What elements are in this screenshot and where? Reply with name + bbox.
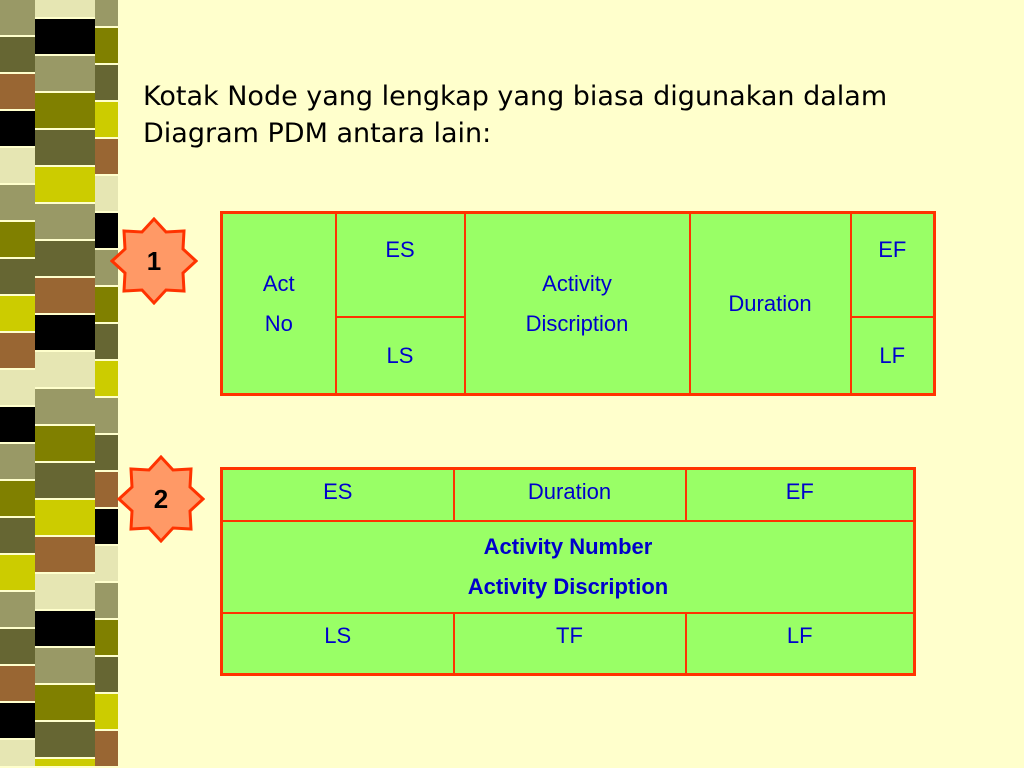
decorative-stripe-bar bbox=[0, 0, 120, 768]
node1-activity-line-1: Activity bbox=[542, 270, 612, 296]
node1-es-cell: ES bbox=[336, 213, 465, 318]
node1-duration-cell: Duration bbox=[690, 213, 851, 395]
node2-es-cell: ES bbox=[222, 469, 454, 522]
node-box-1 bbox=[220, 211, 936, 396]
badge-2-label: 2 bbox=[153, 483, 169, 514]
node1-act-label: Act bbox=[262, 270, 295, 296]
node2-tf-cell: TF bbox=[454, 613, 686, 675]
node2-ls-cell: LS bbox=[222, 613, 454, 675]
node1-activity-line-2: Discription bbox=[525, 310, 629, 336]
node2-duration-cell: Duration bbox=[454, 469, 686, 522]
node1-lf-cell: LF bbox=[851, 317, 935, 394]
node2-activity-cell bbox=[222, 521, 915, 612]
node2-ef-cell: EF bbox=[686, 469, 915, 522]
title-line-2: Diagram PDM antara lain: bbox=[143, 118, 492, 149]
title-line-1: Kotak Node yang lengkap yang biasa digunakan dalam bbox=[143, 81, 888, 112]
node-box-2 bbox=[220, 467, 916, 676]
node2-activity-number: Activity Number bbox=[483, 533, 653, 559]
node1-act-no-cell bbox=[222, 213, 336, 395]
badge-2-star bbox=[117, 455, 205, 543]
node1-ef-cell: EF bbox=[851, 213, 935, 318]
node1-activity-cell bbox=[465, 213, 690, 395]
node2-activity-discription: Activity Discription bbox=[467, 573, 669, 599]
badge-1-label: 1 bbox=[146, 245, 162, 276]
badge-1-star bbox=[110, 217, 198, 305]
node2-lf-cell: LF bbox=[686, 613, 915, 675]
slide-title bbox=[143, 78, 1003, 152]
node1-ls-cell: LS bbox=[336, 317, 465, 394]
node1-no-label: No bbox=[264, 310, 293, 336]
